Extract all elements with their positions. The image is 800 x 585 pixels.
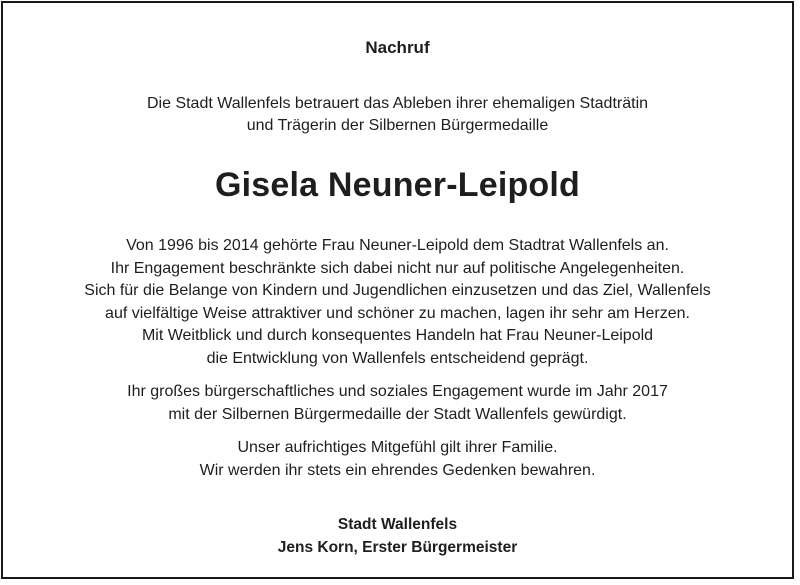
signature-organization: Stadt Wallenfels — [337, 516, 458, 533]
tribute-paragraph — [3, 235, 792, 370]
paragraph-line: Mit Weitblick und durch konsequentes Handeln hat Frau Neuner-Leipold — [141, 327, 654, 344]
paragraph-line: Wir werden ihr stets ein ehrendes Gedenken bewahren. — [199, 461, 596, 479]
paragraph-line: auf vielfältige Weise attraktiver und schöner zu machen, lagen ihr sehr am Herzen. — [105, 304, 690, 322]
honor-paragraph — [3, 381, 792, 426]
obituary-notice — [1, 1, 794, 579]
intro-text — [3, 93, 792, 137]
deceased-name: Gisela Neuner-Leipold — [214, 166, 581, 204]
signature-block — [3, 513, 792, 559]
paragraph-line: Von 1996 bis 2014 gehörte Frau Neuner-Leipold dem Stadtrat Wallenfels an. — [126, 237, 669, 254]
notice-heading: Nachruf — [365, 38, 430, 57]
intro-line: und Trägerin der Silbernen Bürgermedaille — [246, 117, 549, 134]
signature-person: Jens Korn, Erster Bürgermeister — [277, 539, 518, 556]
paragraph-line: mit der Silbernen Bürgermedaille der Stadt Wallenfels gewürdigt. — [168, 405, 627, 423]
paragraph-line: Ihr Engagement beschränkte sich dabei nicht nur auf politische Angelegenheiten. — [110, 259, 685, 277]
paragraph-line: Ihr großes bürgerschaftliches und soziales Engagement wurde im Jahr 2017 — [127, 383, 668, 400]
intro-line: Die Stadt Wallenfels betrauert das Ableben ihrer ehemaligen Stadträtin — [146, 95, 649, 112]
paragraph-line: die Entwicklung von Wallenfels entscheidend geprägt. — [206, 349, 589, 367]
paragraph-line: Unser aufrichtiges Mitgefühl gilt ihrer Familie. — [237, 439, 558, 456]
paragraph-line: Sich für die Belange von Kindern und Jugendlichen einzusetzen und das Ziel, Wallenfels — [84, 282, 711, 299]
condolence-paragraph — [3, 437, 792, 482]
